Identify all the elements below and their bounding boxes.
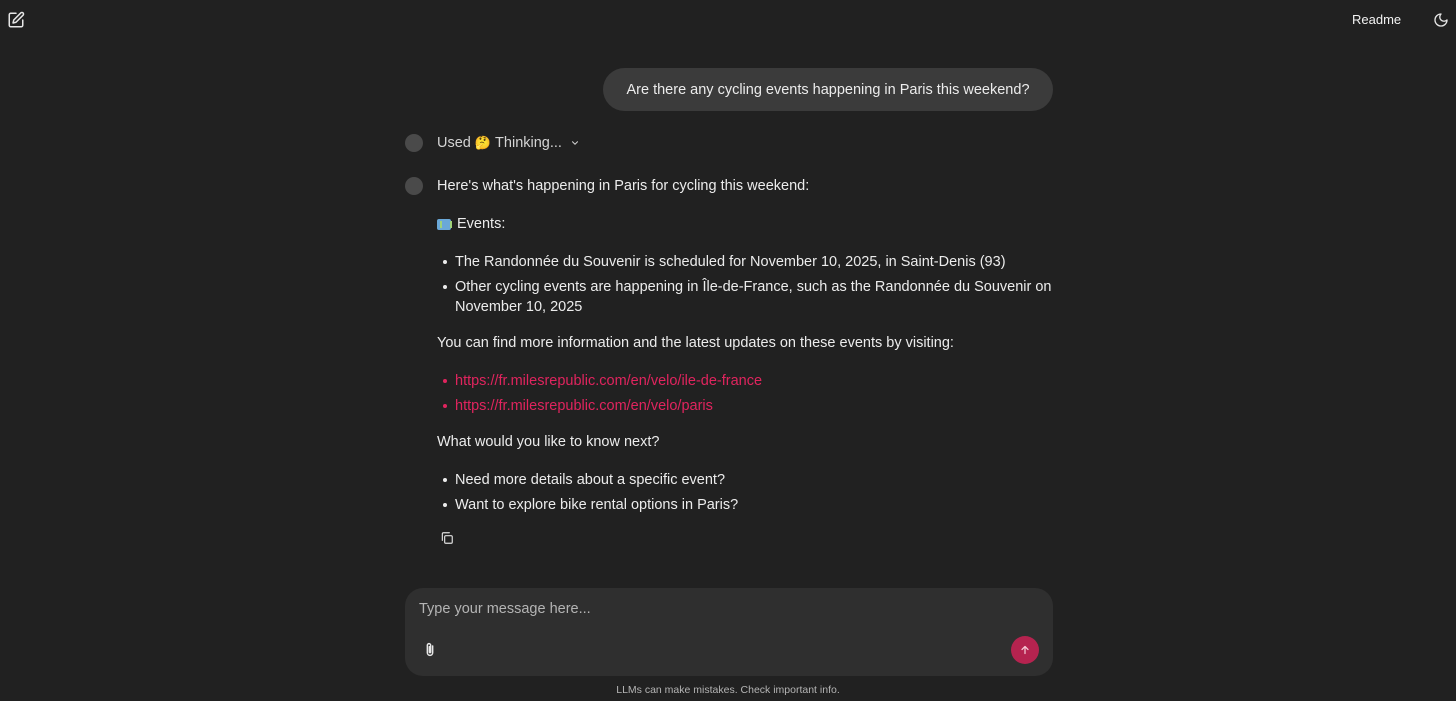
events-heading-label: Events:: [457, 216, 506, 232]
used-label: Used: [437, 135, 471, 151]
new-chat-button[interactable]: [6, 10, 26, 30]
list-item: Need more details about a specific event?: [437, 470, 1057, 490]
link-paris[interactable]: https://fr.milesrepublic.com/en/velo/paris: [455, 398, 713, 414]
list-item: [437, 371, 1057, 391]
list-item: Other cycling events are happening in Île-de-France, such as the Randonnée du Souvenir on November 10, 2025: [437, 277, 1057, 317]
message-composer: [405, 588, 1053, 676]
thinking-label: Thinking...: [495, 135, 562, 151]
user-message-bubble: [603, 68, 1053, 111]
link-ile-de-france[interactable]: https://fr.milesrepublic.com/en/velo/ile-de-france: [455, 373, 763, 389]
links-list: [437, 371, 1057, 416]
assistant-avatar: [405, 134, 423, 152]
assistant-avatar: [405, 177, 423, 195]
theme-toggle-button[interactable]: [1432, 11, 1450, 29]
events-heading: [437, 214, 1057, 234]
next-question-text: What would you like to know next?: [437, 434, 660, 450]
disclaimer-text: LLMs can make mistakes. Check important info.: [616, 684, 840, 696]
suggestions-list: [437, 470, 1057, 515]
paperclip-icon: [422, 641, 438, 659]
top-bar: [0, 0, 1456, 40]
list-item: The Randonnée du Souvenir is scheduled for November 10, 2025, in Saint-Denis (93): [437, 252, 1057, 272]
list-item: Want to explore bike rental options in Paris?: [437, 495, 1057, 515]
edit-icon: [7, 11, 25, 29]
copy-button[interactable]: [439, 530, 455, 546]
user-message-text: Are there any cycling events happening in Paris this weekend?: [626, 81, 1030, 98]
attach-button[interactable]: [421, 640, 439, 660]
list-item: [437, 396, 1057, 416]
readme-button[interactable]: Readme: [1352, 12, 1402, 27]
events-list: [437, 252, 1057, 317]
assistant-message: [437, 176, 1057, 531]
moon-icon: [1433, 12, 1449, 28]
thinking-emoji: 🤔: [474, 135, 492, 150]
map-icon: [437, 219, 451, 230]
chevron-down-icon: [570, 138, 580, 148]
copy-icon: [440, 531, 454, 545]
send-button[interactable]: [1011, 636, 1039, 664]
arrow-up-icon: [1019, 644, 1031, 656]
more-info-text: You can find more information and the latest updates on these events by visiting:: [437, 335, 954, 351]
message-input[interactable]: [419, 598, 1019, 620]
assistant-intro: Here's what's happening in Paris for cycling this weekend:: [437, 178, 810, 194]
tool-usage-toggle[interactable]: [437, 133, 580, 153]
